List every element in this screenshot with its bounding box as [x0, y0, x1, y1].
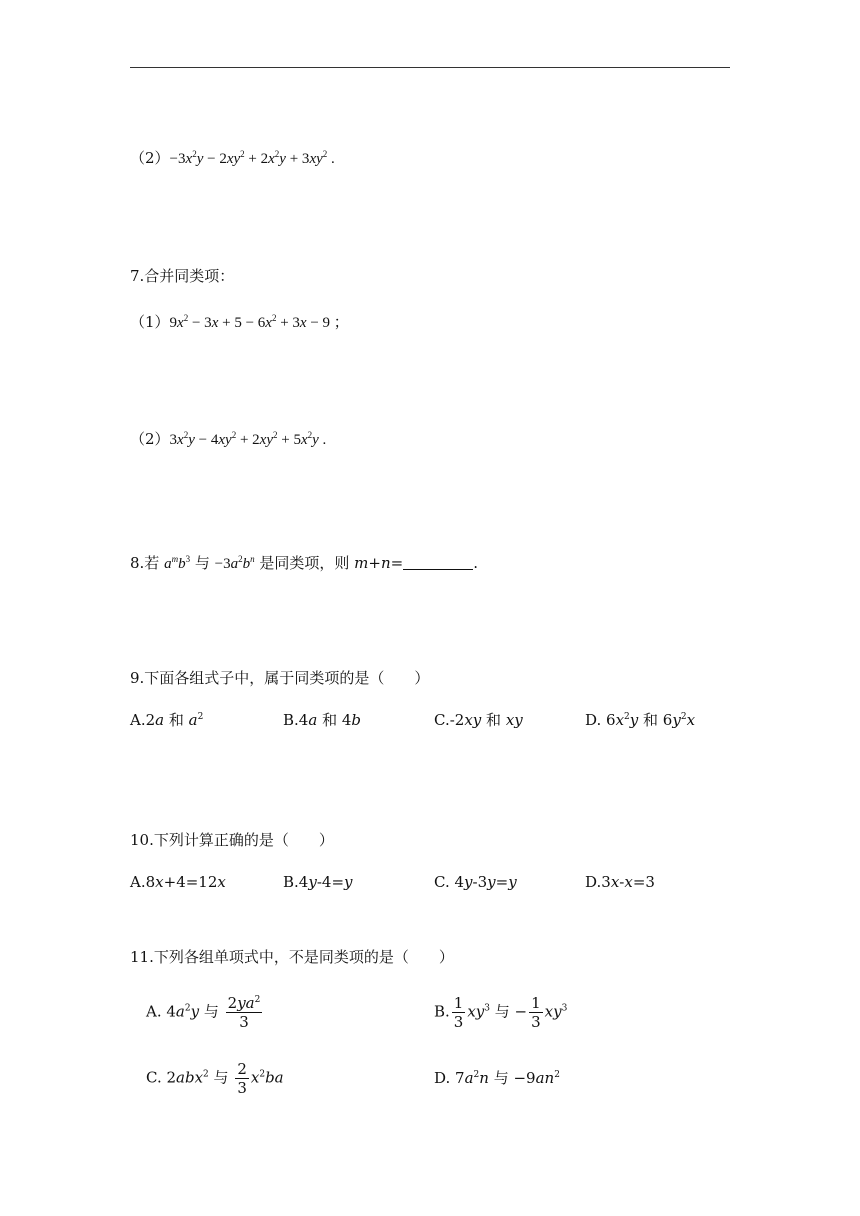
q10-option-c[interactable]: C. 4y-3y=y	[434, 873, 517, 891]
q11-option-a[interactable]: A. $4a^2y$ 与 $\frac{2ya^2}{3}$	[146, 994, 261, 1031]
fraction: $\frac{2ya^2}{3}$	[227, 994, 261, 1031]
expression: $-3x^2y - 2xy^2 + 2x^2y + 3xy^2$ .	[169, 149, 335, 167]
q11-option-d[interactable]: D. $7a^2n$ 与 $-9an^2$	[434, 1069, 560, 1087]
q9-option-c[interactable]: C.-2xy 和 xy	[434, 711, 523, 729]
fraction: $\frac{2}{3}$	[237, 1060, 247, 1097]
answer-blank[interactable]	[403, 555, 473, 570]
header-rule	[130, 67, 730, 68]
q6-part2	[130, 148, 335, 169]
fraction: $\frac{1}{3}$	[453, 994, 464, 1031]
q10-title: 10.下列计算正确的是（ ）	[130, 831, 334, 849]
expression: $3x^2y - 4xy^2 + 2xy^2 + 5x^2y$ .	[169, 430, 327, 448]
q7-title: 7.合并同类项：	[130, 267, 235, 285]
expression: $9x^2 - 3x + 5 - 6x^2 + 3x - 9$ ；	[169, 313, 349, 331]
q11-option-c[interactable]: C. 2abx$^2$ 与 $\frac{2}{3}$ $x^2ba$	[146, 1060, 284, 1097]
q7-part1	[130, 312, 349, 333]
part-label: （2）	[130, 430, 170, 448]
q10-option-b[interactable]: B.4y-4=y	[283, 873, 353, 891]
q11-option-b[interactable]: B. $\frac{1}{3}$ $xy^3$ 与 − $\frac{1}{3}$ $xy^3$	[434, 994, 568, 1031]
q9-title: 9.下面各组式子中，属于同类项的是（ ）	[130, 669, 430, 687]
q9-option-d[interactable]: D. $6x^2y$ 和 $6y^2x$	[585, 711, 696, 729]
part-label: （1）	[130, 313, 170, 331]
q7-part2	[130, 429, 326, 450]
q10-option-a[interactable]: A.8x+4=12x	[130, 873, 226, 891]
fraction: $\frac{1}{3}$	[531, 994, 541, 1031]
part-label: （2）	[130, 149, 170, 167]
q11-title: 11.下列各组单项式中，不是同类项的是（ ）	[130, 948, 454, 966]
q9-option-a[interactable]: A.2a 和 $a^2$	[130, 711, 204, 729]
q9-option-b[interactable]: B.4a 和 4b	[283, 711, 361, 729]
q10-option-d[interactable]: D.3x-x=3	[585, 873, 655, 891]
q8: 8.若 $a^mb^3$ 与 $-3a^2b^n$ 是同类项，则 m+n= .	[130, 554, 478, 572]
